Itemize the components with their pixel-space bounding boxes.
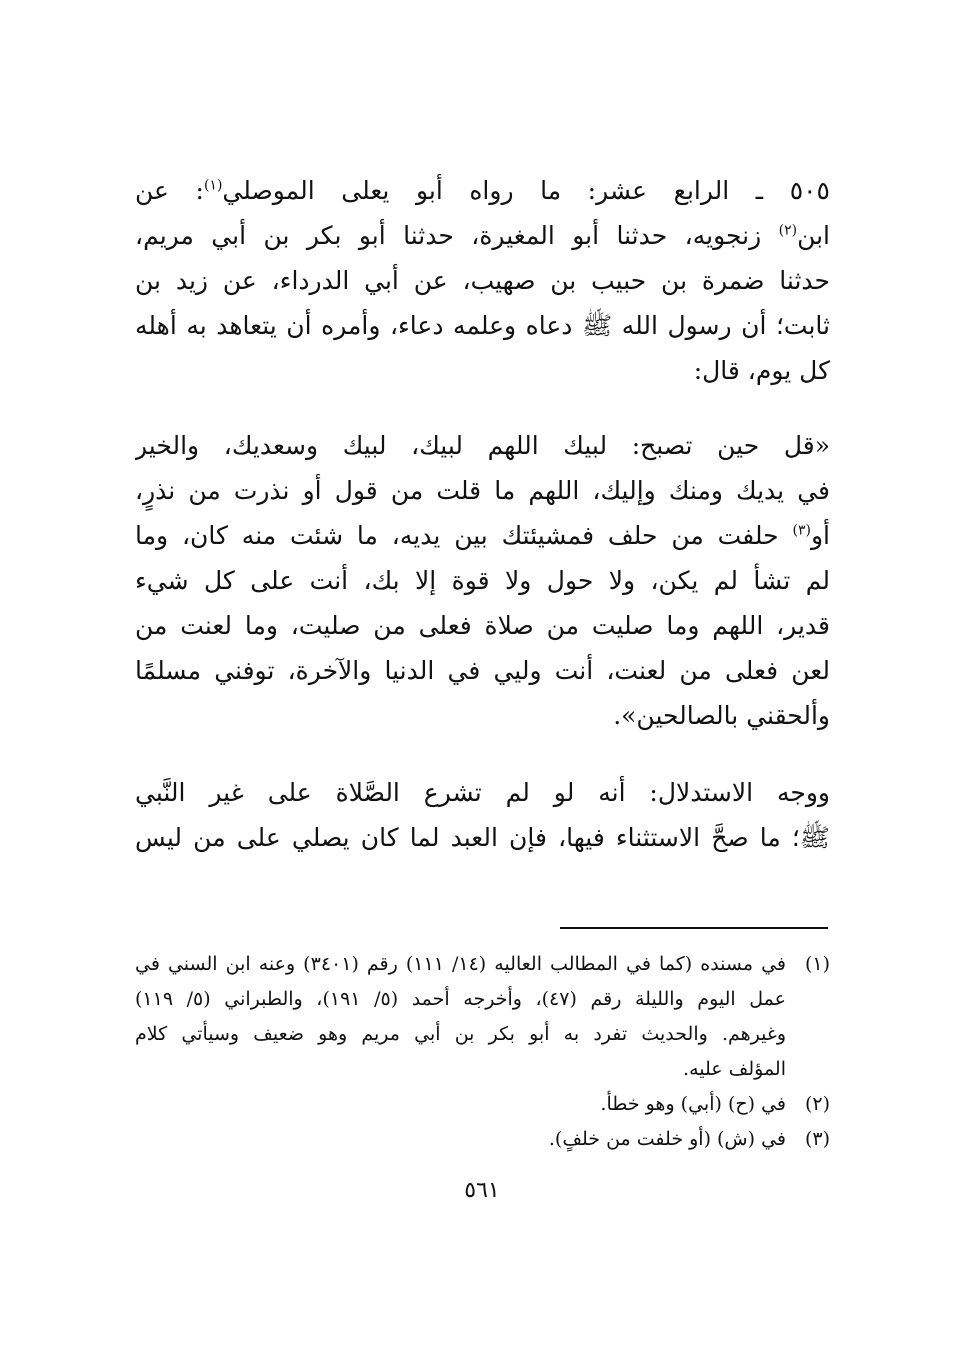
paragraph-inference (135, 770, 830, 860)
footnote-text (135, 1087, 786, 1122)
text-line: ابن$^{(٢)}$ زنجويه، حدثنا أبو المغيرة، حدثنا أبو بكر بن أبي مريم، (135, 221, 830, 250)
footnote-number: (١) (804, 953, 830, 975)
footnote-divider (560, 927, 828, 929)
page-number: ٥٦١ (464, 1178, 500, 1203)
text-line: قدير، اللهم وما صليت من صلاة فعلى من صليت، وما لعنت من (135, 611, 830, 640)
text-line: «قل حين تصبح: لبيك اللهم لبيك، لبيك وسعديك، والخير (135, 431, 830, 460)
text-line: ﷺ؛ ما صحَّ الاستثناء فيها، فإن العبد لما كان يصلي على من ليس (135, 823, 830, 852)
paragraph-hadith-505 (135, 168, 830, 393)
text-line: وألحقني بالصالحين». (613, 701, 830, 730)
footnote-text (135, 947, 786, 1087)
footnote-2 (135, 1087, 830, 1122)
text-line: أو$^{(٣)}$ حلفت من حلف فمشيئتك بين يديه، ما شئت منه كان، وما (135, 521, 830, 550)
footnote-3 (135, 1122, 830, 1157)
footnotes (135, 947, 830, 1157)
text-line: في يديك ومنك وإليك، اللهم ما قلت من قول أو نذرت من نذرٍ، (135, 476, 830, 505)
text-line: لعن فعلى من لعنت، أنت وليي في الدنيا والآخرة، توفني مسلمًا (135, 656, 830, 685)
text-line: كل يوم، قال: (693, 356, 830, 385)
footnote-number: (٣) (804, 1128, 830, 1150)
text-line: ووجه الاستدلال: أنه لو لم تشرع الصَّلاة على غير النَّبي (135, 778, 830, 807)
text-line: حدثنا ضمرة بن حبيب بن صهيب، عن أبي الدرداء، عن زيد بن (135, 266, 830, 295)
text-line: لم تشأ لم يكن، ولا حول ولا قوة إلا بك، أنت على كل شيء (135, 566, 830, 595)
footnote-line: في (ش) (أو خلفت من خلفٍ). (548, 1128, 786, 1150)
footnote-line: وغيرهم. والحديث تفرد به أبو بكر بن أبي مريم وهو ضعيف وسيأتي كلام (135, 1023, 786, 1045)
footnote-line: عمل اليوم والليلة رقم (٤٧)، وأخرجه أحمد (٥/ ١٩١)، والطبراني (٥/ ١١٩) (135, 988, 786, 1010)
paragraph-supplication (135, 423, 830, 738)
footnote-number: (٢) (804, 1093, 830, 1115)
text-line: ثابت؛ أن رسول الله ﷺ دعاه وعلمه دعاء، وأمره أن يتعاهد به أهله (135, 311, 830, 340)
footnote-line: في (ح) (أبي) وهو خطأ. (600, 1093, 786, 1115)
footnote-line: المؤلف عليه. (683, 1058, 786, 1080)
footnote-line: في مسنده (كما في المطالب العاليه (١٤/ ١١١) رقم (٣٤٠١) وعنه ابن السني في (135, 953, 786, 975)
footnote-1 (135, 947, 830, 1087)
text-line: ٥٠٥ ـ الرابع عشر: ما رواه أبو يعلى الموصلي$^{(١)}$: عن (135, 176, 830, 205)
footnote-text (135, 1122, 786, 1157)
